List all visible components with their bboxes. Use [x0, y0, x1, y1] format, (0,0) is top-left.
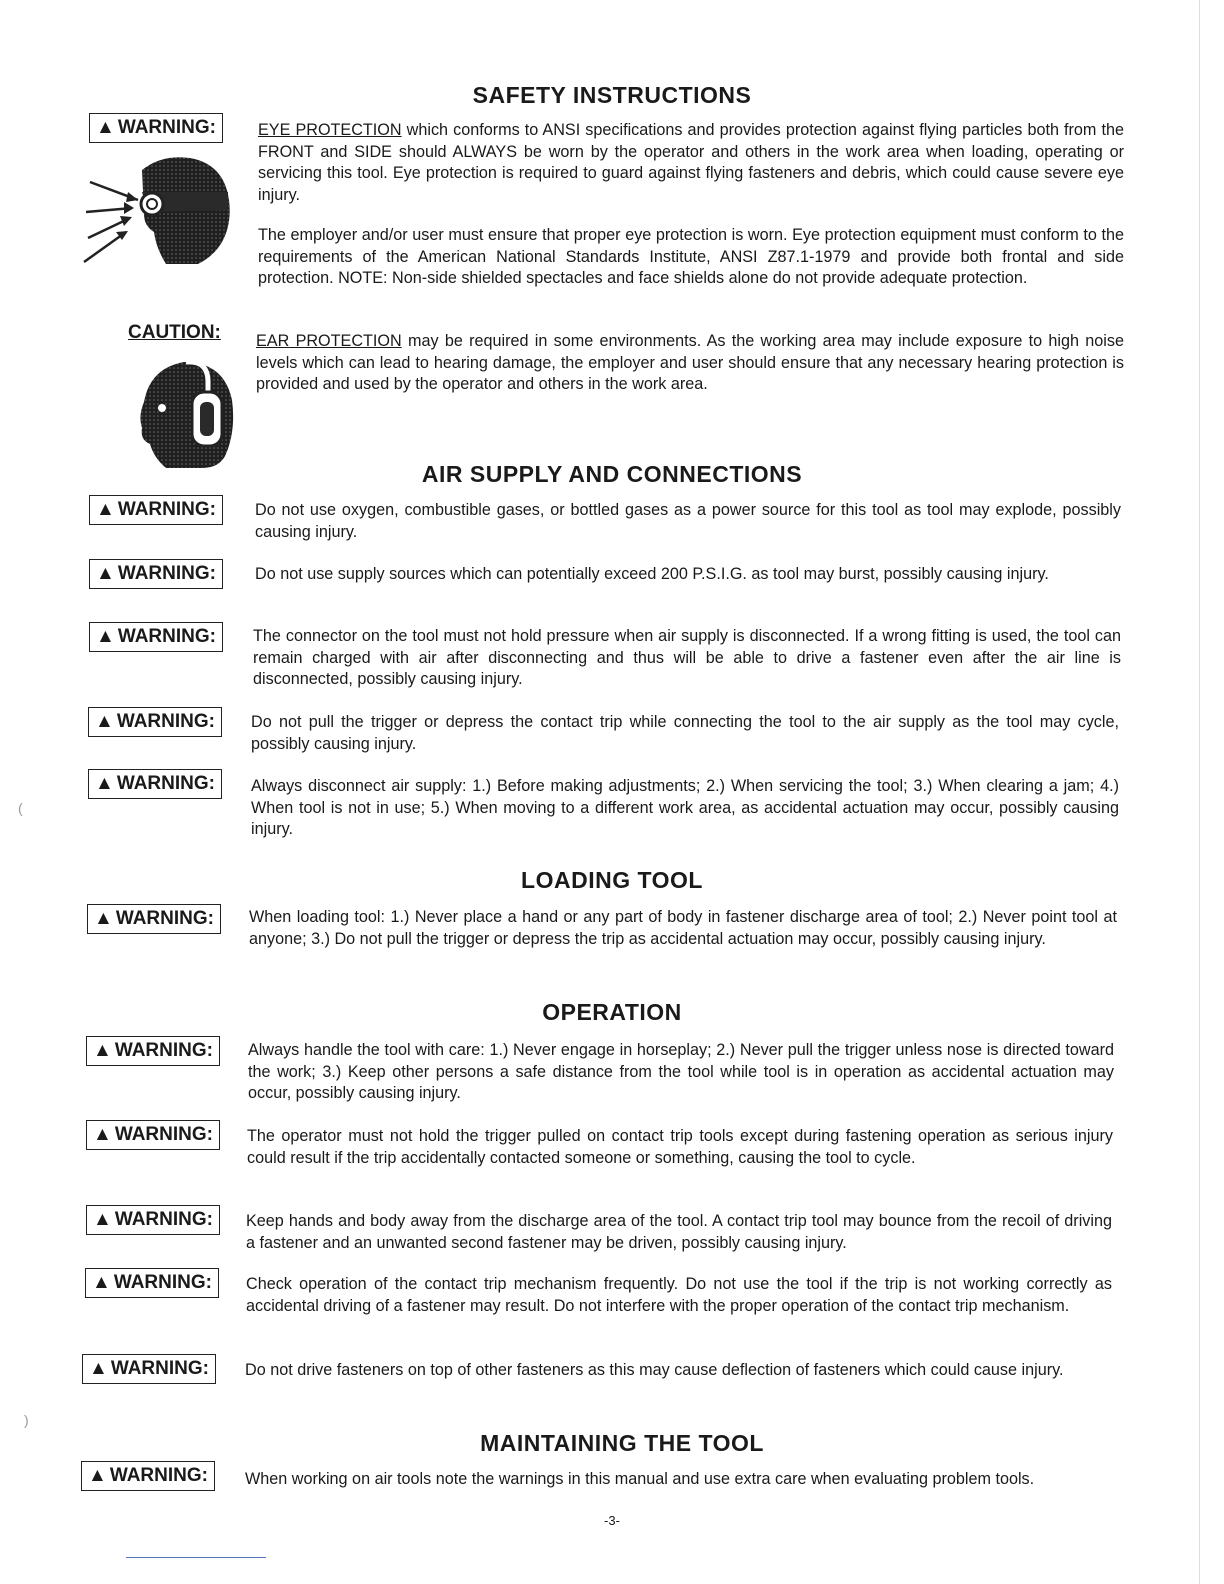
air-warning-2-text: Do not use supply sources which can potentially exceed 200 P.S.I.G. as tool may burst, possibly causing injury. [255, 565, 1049, 583]
warning-badge: ▲ WARNING: [89, 113, 223, 143]
operation-warning-5-text: Do not drive fasteners on top of other fasteners as this may cause deflection of fasteners which could cause injury. [245, 1361, 1064, 1379]
warning-triangle-icon: ▲ [95, 773, 114, 794]
scan-edge [1199, 0, 1200, 1584]
heading-air-supply: AIR SUPPLY AND CONNECTIONS [421, 461, 803, 487]
heading-safety-instructions: SAFETY INSTRUCTIONS [472, 82, 752, 108]
warning-triangle-icon: ▲ [96, 563, 115, 584]
warning-triangle-icon: ▲ [94, 908, 113, 929]
heading-maintaining-the-tool: MAINTAINING THE TOOL [480, 1430, 764, 1456]
warning-badge: ▲ WARNING: [81, 1461, 215, 1491]
warning-triangle-icon: ▲ [89, 1358, 108, 1379]
ear-protection-label: EAR PROTECTION [256, 332, 402, 350]
maintaining-warning-1-text: When working on air tools note the warnings in this manual and use extra care when evaluating problem tools. [245, 1470, 1035, 1488]
operation-warning-1-text: Always handle the tool with care: 1.) Never engage in horseplay; 2.) Never pull the trigger unless nose is directed toward the work; 3.) Keep other persons a safe distance from the tool while tool is in operation as accidental actuation may occur, possibly causing injury. [248, 1041, 1114, 1102]
air-warning-3-text: The connector on the tool must not hold pressure when air supply is disconnected. If a wrong fitting is used, the tool can remain charged with air after disconnecting and thus will be able to drive a fastener even after the air line is disconnected, possibly causing injury. [253, 627, 1121, 688]
operation-warning-2-text: The operator must not hold the trigger pulled on contact trip tools except during fastening operation as serious injury could result if the trip accidentally contacted someone or something, causing the tool to cycle. [247, 1127, 1113, 1167]
warning-triangle-icon: ▲ [88, 1465, 107, 1486]
air-warning-5-text: Always disconnect air supply: 1.) Before making adjustments; 2.) When servicing the tool; 3.) When clearing a jam; 4.) When tool is not in use; 5.) When moving to a different work area, as accidental actuation may occur, possibly causing injury. [251, 777, 1119, 838]
warning-triangle-icon: ▲ [93, 1124, 112, 1145]
warning-triangle-icon: ▲ [96, 117, 115, 138]
heading-operation: OPERATION [542, 999, 682, 1025]
caution-label: CAUTION: [128, 322, 221, 343]
eye-protection-paragraph: EYE PROTECTION which conforms to ANSI specifications and provides protection against flying particles both from the FRONT and SIDE should ALWAYS be worn by the operator and others in the work area when loading, operating or servicing this tool. Eye protection is required to guard against flying fasteners and debris, which could cause severe eye injury. [258, 121, 1124, 204]
employer-eye-protection-paragraph: The employer and/or user must ensure that proper eye protection is worn. Eye protection equipment must conform to the requirements of the American National Standards Institute, ANSI Z87.1-1979 and provide both frontal and side protection. NOTE: Non-side shielded spectacles and face shields alone do not provide adequate protection. [258, 226, 1124, 287]
warning-badge: ▲ WARNING: [86, 1036, 220, 1066]
warning-triangle-icon: ▲ [96, 626, 115, 647]
warning-triangle-icon: ▲ [93, 1209, 112, 1230]
footer-rule [126, 1557, 266, 1558]
loading-warning-1-text: When loading tool: 1.) Never place a hand or any part of body in fastener discharge area of tool; 2.) Never point tool at anyone; 3.) Do not pull the trigger or depress the trip as accidental actuation may occur, possibly causing injury. [249, 908, 1117, 948]
operation-warning-4-text: Check operation of the contact trip mechanism frequently. Do not use the tool if the trip is not working correctly as accidental driving of a fastener may result. Do not interfere with the proper operation of the contact trip mechanism. [246, 1275, 1112, 1315]
warning-badge: ▲ WARNING: [82, 1354, 216, 1384]
air-warning-4-text: Do not pull the trigger or depress the contact trip while connecting the tool to the air supply as the tool may cycle, possibly causing injury. [251, 713, 1119, 753]
warning-triangle-icon: ▲ [92, 1272, 111, 1293]
warning-triangle-icon: ▲ [93, 1040, 112, 1061]
warning-badge: ▲ WARNING: [88, 707, 222, 737]
warning-badge: ▲ WARNING: [88, 769, 222, 799]
page-number: -3- [604, 1513, 620, 1528]
air-warning-1-text: Do not use oxygen, combustible gases, or bottled gases as a power source for this tool as tool may explode, possibly causing injury. [255, 501, 1121, 541]
warning-badge: ▲ WARNING: [89, 495, 223, 525]
scan-speck: ( [18, 800, 23, 816]
warning-badge: ▲ WARNING: [86, 1120, 220, 1150]
warning-badge: ▲ WARNING: [89, 559, 223, 589]
warning-badge: ▲ WARNING: [87, 904, 221, 934]
warning-triangle-icon: ▲ [95, 711, 114, 732]
warning-badge: ▲ WARNING: [86, 1205, 220, 1235]
eye-protection-label: EYE PROTECTION [258, 121, 402, 139]
warning-badge: ▲ WARNING: [89, 622, 223, 652]
scan-speck: ) [24, 1412, 29, 1428]
operation-warning-3-text: Keep hands and body away from the discharge area of the tool. A contact trip tool may bounce from the recoil of driving a fastener and an unwanted second fastener may be driven, possibly causing injury. [246, 1212, 1112, 1252]
warning-badge: ▲ WARNING: [85, 1268, 219, 1298]
eye-protection-icon [82, 152, 237, 272]
ear-protection-icon [136, 358, 236, 470]
warning-triangle-icon: ▲ [96, 499, 115, 520]
heading-loading-tool: LOADING TOOL [521, 867, 703, 893]
ear-protection-paragraph: EAR PROTECTION may be required in some environments. As the working area may include exposure to high noise levels which can lead to hearing damage, the employer and user should ensure that any necessary hearing protection is provided and used by the operator and others in the work area. [256, 332, 1124, 393]
